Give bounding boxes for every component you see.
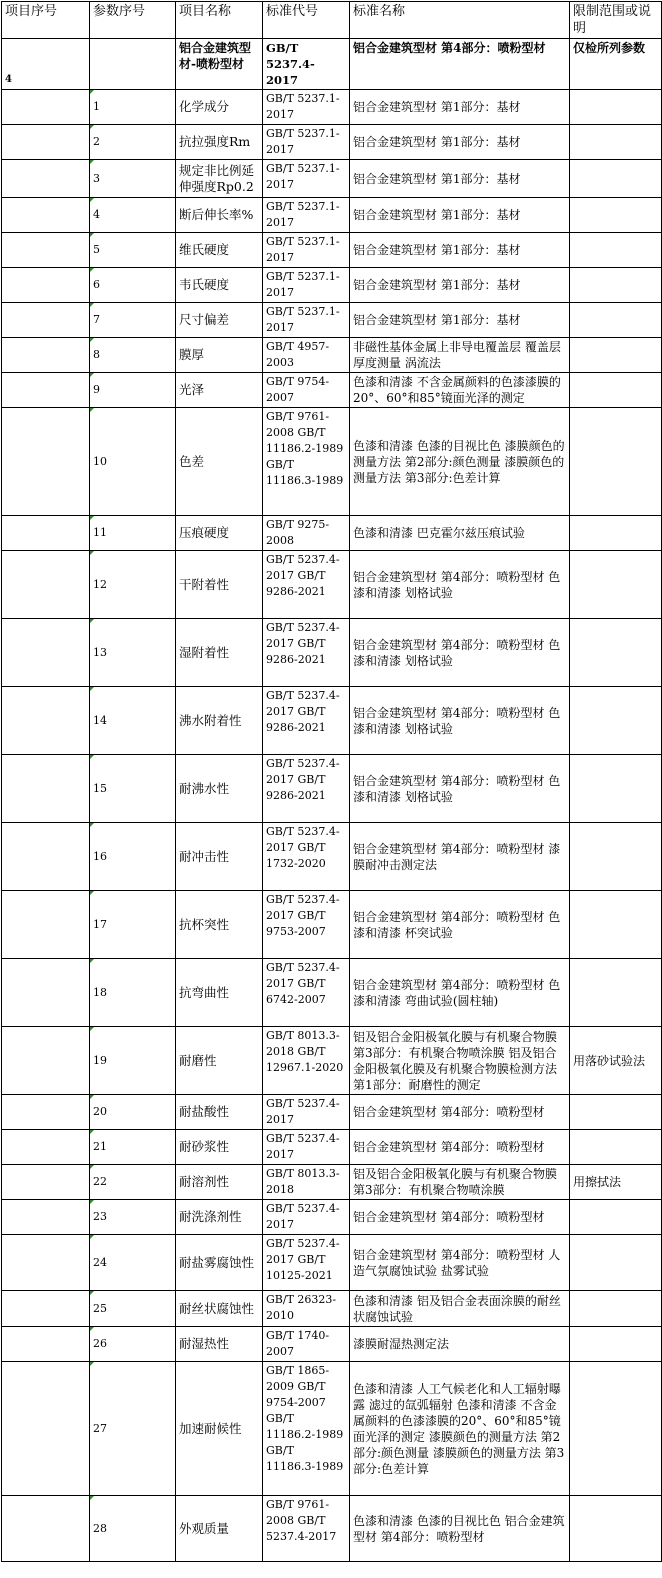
standard-code-cell: GB/T 5237.4-2017	[263, 1095, 350, 1130]
table-row	[2, 338, 662, 373]
table-row	[2, 619, 662, 687]
header-param-index: 参数序号	[90, 2, 176, 39]
limit-note-cell	[570, 1130, 662, 1165]
project-name-cell: 抗杯突性	[176, 891, 263, 959]
standard-name-cell: 铝及铝合金阳极氧化膜与有机聚合物膜 第3部分：有机聚合物喷涂膜	[350, 1165, 570, 1200]
project-name-cell: 维氏硬度	[176, 233, 263, 268]
project-index-cell	[2, 1165, 90, 1200]
project-index-cell	[2, 687, 90, 755]
standard-code-cell: GB/T 1865-2009 GB/T 9754-2007 GB/T 11186.2-1989 GB/T 11186.3-1989	[263, 1362, 350, 1496]
project-index-cell	[2, 125, 90, 160]
limit-note-cell	[570, 338, 662, 373]
group-index: 4	[2, 39, 90, 90]
table-row	[2, 125, 662, 160]
standard-name-cell: 色漆和清漆 色漆的目视比色 铝合金建筑型材 第4部分：喷粉型材	[350, 1496, 570, 1562]
limit-note-cell	[570, 125, 662, 160]
standard-name-cell: 色漆和清漆 巴克霍尔兹压痕试验	[350, 516, 570, 551]
table-row	[2, 198, 662, 233]
param-index-cell: 3	[90, 160, 176, 198]
project-name-cell: 干附着性	[176, 551, 263, 619]
standard-name-cell: 铝合金建筑型材 第4部分：喷粉型材 色漆和清漆 杯突试验	[350, 891, 570, 959]
standard-name-cell: 漆膜耐湿热测定法	[350, 1327, 570, 1362]
project-name-cell: 光泽	[176, 373, 263, 408]
table-row	[2, 1291, 662, 1327]
project-name-cell: 耐湿热性	[176, 1327, 263, 1362]
header-row	[2, 2, 662, 39]
standard-code-cell: GB/T 5237.4-2017	[263, 1200, 350, 1235]
project-name-cell: 耐砂浆性	[176, 1130, 263, 1165]
project-index-cell	[2, 1027, 90, 1095]
param-index-cell: 10	[90, 408, 176, 516]
standards-table	[1, 1, 662, 1562]
project-name-cell: 化学成分	[176, 90, 263, 125]
limit-note-cell	[570, 959, 662, 1027]
table-row	[2, 823, 662, 891]
limit-note-cell	[570, 90, 662, 125]
standard-code-cell: GB/T 9761-2008 GB/T 5237.4-2017	[263, 1496, 350, 1562]
standard-name-cell: 铝合金建筑型材 第1部分：基材	[350, 125, 570, 160]
limit-note-cell: 用落砂试验法	[570, 1027, 662, 1095]
standard-code-cell: GB/T 5237.4-2017 GB/T 9286-2021	[263, 687, 350, 755]
standard-code-cell: GB/T 4957-2003	[263, 338, 350, 373]
project-index-cell	[2, 1362, 90, 1496]
header-standard-code: 标准代号	[263, 2, 350, 39]
header-project-name: 项目名称	[176, 2, 263, 39]
table-row	[2, 891, 662, 959]
project-index-cell	[2, 959, 90, 1027]
standard-code-cell: GB/T 5237.4-2017 GB/T 9286-2021	[263, 755, 350, 823]
project-index-cell	[2, 160, 90, 198]
project-name-cell: 断后伸长率%	[176, 198, 263, 233]
project-name-cell: 耐磨性	[176, 1027, 263, 1095]
standard-name-cell: 色漆和清漆 铝及铝合金表面涂膜的耐丝状腐蚀试验	[350, 1291, 570, 1327]
standard-name-cell: 铝合金建筑型材 第1部分：基材	[350, 160, 570, 198]
limit-note-cell	[570, 373, 662, 408]
standard-name-cell: 铝合金建筑型材 第1部分：基材	[350, 90, 570, 125]
project-index-cell	[2, 551, 90, 619]
standard-name-cell: 铝合金建筑型材 第4部分：喷粉型材	[350, 1130, 570, 1165]
param-index-cell: 11	[90, 516, 176, 551]
standard-name-cell: 铝合金建筑型材 第4部分：喷粉型材	[350, 1095, 570, 1130]
project-name-cell: 膜厚	[176, 338, 263, 373]
limit-note-cell	[570, 619, 662, 687]
project-index-cell	[2, 373, 90, 408]
limit-note-cell	[570, 891, 662, 959]
table-row	[2, 233, 662, 268]
standard-code-cell: GB/T 8013.3-2018	[263, 1165, 350, 1200]
standard-code-cell: GB/T 5237.4-2017 GB/T 1732-2020	[263, 823, 350, 891]
standard-name-cell: 铝合金建筑型材 第4部分：喷粉型材 色漆和清漆 弯曲试验(圆柱轴)	[350, 959, 570, 1027]
standard-code-cell: GB/T 5237.1-2017	[263, 160, 350, 198]
project-name-cell: 加速耐候性	[176, 1362, 263, 1496]
standard-name-cell: 色漆和清漆 色漆的目视比色 漆膜颜色的测量方法 第2部分:颜色测量 漆膜颜色的测量方法 第3部分:色差计算	[350, 408, 570, 516]
project-name-cell: 抗弯曲性	[176, 959, 263, 1027]
limit-note-cell	[570, 160, 662, 198]
project-index-cell	[2, 1327, 90, 1362]
standard-code-cell: GB/T 5237.1-2017	[263, 125, 350, 160]
project-index-cell	[2, 233, 90, 268]
limit-note-cell	[570, 1095, 662, 1130]
standard-code-cell: GB/T 5237.1-2017	[263, 303, 350, 338]
standard-code-cell: GB/T 5237.4-2017 GB/T 9753-2007	[263, 891, 350, 959]
param-index-cell: 24	[90, 1235, 176, 1291]
standard-code-cell: GB/T 5237.4-2017 GB/T 6742-2007	[263, 959, 350, 1027]
table-row	[2, 1327, 662, 1362]
limit-note-cell: 用擦拭法	[570, 1165, 662, 1200]
standard-name-cell: 色漆和清漆 不含金属颜料的色漆漆膜的20°、60°和85°镜面光泽的测定	[350, 373, 570, 408]
param-index-cell: 28	[90, 1496, 176, 1562]
standard-code-cell: GB/T 5237.4-2017 GB/T 9286-2021	[263, 619, 350, 687]
standard-code-cell: GB/T 9275-2008	[263, 516, 350, 551]
project-name-cell: 抗拉强度Rm	[176, 125, 263, 160]
standard-name-cell: 铝合金建筑型材 第1部分：基材	[350, 198, 570, 233]
standard-code-cell: GB/T 5237.4-2017 GB/T 9286-2021	[263, 551, 350, 619]
project-index-cell	[2, 90, 90, 125]
project-index-cell	[2, 823, 90, 891]
param-index-cell: 6	[90, 268, 176, 303]
standard-code-cell: GB/T 1740-2007	[263, 1327, 350, 1362]
project-name-cell: 压痕硬度	[176, 516, 263, 551]
table-row	[2, 268, 662, 303]
standard-code-cell: GB/T 9754-2007	[263, 373, 350, 408]
param-index-cell: 2	[90, 125, 176, 160]
project-index-cell	[2, 198, 90, 233]
project-index-cell	[2, 516, 90, 551]
project-index-cell	[2, 755, 90, 823]
standard-code-cell: GB/T 8013.3-2018 GB/T 12967.1-2020	[263, 1027, 350, 1095]
standard-code-cell: GB/T 5237.1-2017	[263, 90, 350, 125]
standard-name-cell: 铝合金建筑型材 第1部分：基材	[350, 268, 570, 303]
param-index-cell: 7	[90, 303, 176, 338]
param-index-cell: 1	[90, 90, 176, 125]
project-name-cell: 耐洗涤剂性	[176, 1200, 263, 1235]
param-index-cell: 22	[90, 1165, 176, 1200]
param-index-cell: 14	[90, 687, 176, 755]
standard-name-cell: 铝合金建筑型材 第1部分：基材	[350, 233, 570, 268]
project-index-cell	[2, 1200, 90, 1235]
param-index-cell: 21	[90, 1130, 176, 1165]
table-row	[2, 1130, 662, 1165]
project-name-cell: 韦氏硬度	[176, 268, 263, 303]
param-index-cell: 19	[90, 1027, 176, 1095]
group-name: 铝合金建筑型材-喷粉型材	[176, 39, 263, 90]
project-index-cell	[2, 1235, 90, 1291]
project-name-cell: 色差	[176, 408, 263, 516]
group-row	[2, 39, 662, 90]
project-name-cell: 规定非比例延伸强度Rp0.2	[176, 160, 263, 198]
group-standard: 铝合金建筑型材 第4部分：喷粉型材	[350, 39, 570, 90]
table-row	[2, 1362, 662, 1496]
project-index-cell	[2, 1496, 90, 1562]
standard-name-cell: 非磁性基体金属上非导电覆盖层 覆盖层厚度测量 涡流法	[350, 338, 570, 373]
standard-name-cell: 铝合金建筑型材 第4部分：喷粉型材 人造气氛腐蚀试验 盐雾试验	[350, 1235, 570, 1291]
standard-name-cell: 铝合金建筑型材 第4部分：喷粉型材 色漆和清漆 划格试验	[350, 687, 570, 755]
limit-note-cell	[570, 687, 662, 755]
limit-note-cell	[570, 1496, 662, 1562]
project-name-cell: 耐溶剂性	[176, 1165, 263, 1200]
project-name-cell: 外观质量	[176, 1496, 263, 1562]
limit-note-cell	[570, 198, 662, 233]
table-row	[2, 303, 662, 338]
table-row	[2, 1200, 662, 1235]
limit-note-cell	[570, 755, 662, 823]
table-row	[2, 408, 662, 516]
project-name-cell: 尺寸偏差	[176, 303, 263, 338]
standard-name-cell: 色漆和清漆 人工气候老化和人工辐射曝露 滤过的氙弧辐射 色漆和清漆 不含金属颜料的色漆漆膜的20°、60°和85°镜面光泽的测定 漆膜颜色的测量方法 第2部分:颜色测量 漆膜颜色的测量方法 第3部分:色差计算	[350, 1362, 570, 1496]
param-index-cell: 23	[90, 1200, 176, 1235]
table-row	[2, 1235, 662, 1291]
standard-code-cell: GB/T 5237.1-2017	[263, 268, 350, 303]
table-row	[2, 1095, 662, 1130]
param-index-cell: 26	[90, 1327, 176, 1362]
limit-note-cell	[570, 233, 662, 268]
limit-note-cell	[570, 823, 662, 891]
project-name-cell: 沸水附着性	[176, 687, 263, 755]
project-name-cell: 耐沸水性	[176, 755, 263, 823]
table-row	[2, 551, 662, 619]
table-row	[2, 755, 662, 823]
standard-name-cell: 铝合金建筑型材 第4部分：喷粉型材 色漆和清漆 划格试验	[350, 551, 570, 619]
param-index-cell: 27	[90, 1362, 176, 1496]
table-row	[2, 373, 662, 408]
standard-code-cell: GB/T 9761-2008 GB/T 11186.2-1989 GB/T 11186.3-1989	[263, 408, 350, 516]
group-note: 仅检所列参数	[570, 39, 662, 90]
standard-name-cell: 铝及铝合金阳极氧化膜与有机聚合物膜 第3部分：有机聚合物喷涂膜 铝及铝合金阳极氧化膜及有机聚合物膜检测方法 第1部分：耐磨性的测定	[350, 1027, 570, 1095]
header-limit-note: 限制范围或说明	[570, 2, 662, 39]
project-index-cell	[2, 1095, 90, 1130]
header-project-index: 项目序号	[2, 2, 90, 39]
param-index-cell: 18	[90, 959, 176, 1027]
table-row	[2, 1027, 662, 1095]
table-row	[2, 1165, 662, 1200]
project-name-cell: 湿附着性	[176, 619, 263, 687]
group-code: GB/T 5237.4-2017	[263, 39, 350, 90]
project-name-cell: 耐冲击性	[176, 823, 263, 891]
limit-note-cell	[570, 516, 662, 551]
table-row	[2, 1496, 662, 1562]
project-index-cell	[2, 891, 90, 959]
limit-note-cell	[570, 303, 662, 338]
standard-name-cell: 铝合金建筑型材 第4部分：喷粉型材 色漆和清漆 划格试验	[350, 755, 570, 823]
standard-code-cell: GB/T 5237.4-2017 GB/T 10125-2021	[263, 1235, 350, 1291]
project-name-cell: 耐盐雾腐蚀性	[176, 1235, 263, 1291]
project-index-cell	[2, 1291, 90, 1327]
limit-note-cell	[570, 1235, 662, 1291]
table-row	[2, 90, 662, 125]
group-param-empty	[90, 39, 176, 90]
param-index-cell: 5	[90, 233, 176, 268]
standard-code-cell: GB/T 5237.1-2017	[263, 198, 350, 233]
standard-name-cell: 铝合金建筑型材 第4部分：喷粉型材 漆膜耐冲击测定法	[350, 823, 570, 891]
param-index-cell: 16	[90, 823, 176, 891]
param-index-cell: 8	[90, 338, 176, 373]
project-index-cell	[2, 268, 90, 303]
standard-name-cell: 铝合金建筑型材 第4部分：喷粉型材 色漆和清漆 划格试验	[350, 619, 570, 687]
table-row	[2, 959, 662, 1027]
param-index-cell: 13	[90, 619, 176, 687]
standard-code-cell: GB/T 26323-2010	[263, 1291, 350, 1327]
table-row	[2, 160, 662, 198]
project-index-cell	[2, 408, 90, 516]
standard-name-cell: 铝合金建筑型材 第1部分：基材	[350, 303, 570, 338]
header-standard-name: 标准名称	[350, 2, 570, 39]
param-index-cell: 17	[90, 891, 176, 959]
project-index-cell	[2, 1130, 90, 1165]
standard-code-cell: GB/T 5237.1-2017	[263, 233, 350, 268]
param-index-cell: 25	[90, 1291, 176, 1327]
project-index-cell	[2, 303, 90, 338]
param-index-cell: 9	[90, 373, 176, 408]
standard-name-cell: 铝合金建筑型材 第4部分：喷粉型材	[350, 1200, 570, 1235]
limit-note-cell	[570, 1327, 662, 1362]
limit-note-cell	[570, 268, 662, 303]
project-name-cell: 耐盐酸性	[176, 1095, 263, 1130]
limit-note-cell	[570, 1291, 662, 1327]
table-row	[2, 516, 662, 551]
project-index-cell	[2, 338, 90, 373]
standard-code-cell: GB/T 5237.4-2017	[263, 1130, 350, 1165]
limit-note-cell	[570, 1362, 662, 1496]
limit-note-cell	[570, 551, 662, 619]
project-index-cell	[2, 619, 90, 687]
limit-note-cell	[570, 1200, 662, 1235]
table-row	[2, 687, 662, 755]
param-index-cell: 12	[90, 551, 176, 619]
param-index-cell: 4	[90, 198, 176, 233]
param-index-cell: 15	[90, 755, 176, 823]
limit-note-cell	[570, 408, 662, 516]
project-name-cell: 耐丝状腐蚀性	[176, 1291, 263, 1327]
param-index-cell: 20	[90, 1095, 176, 1130]
